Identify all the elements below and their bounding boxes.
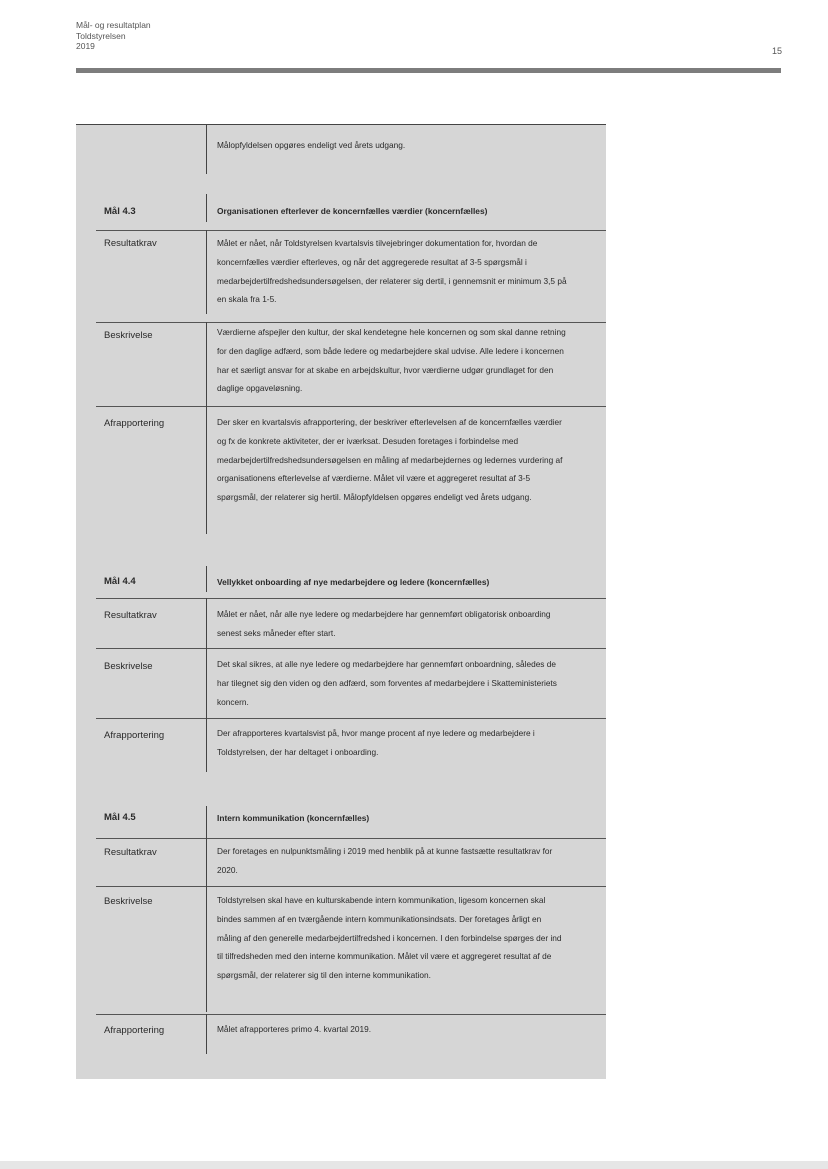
column-divider bbox=[206, 230, 207, 314]
row-rule bbox=[96, 886, 606, 887]
column-divider bbox=[206, 718, 207, 772]
row-rule bbox=[96, 648, 606, 649]
goal-4-3-resultatkrav bbox=[76, 230, 606, 314]
row-rule bbox=[96, 598, 606, 599]
row-text: Målet afrapporteres primo 4. kvartal 2019. bbox=[217, 1024, 372, 1034]
intro-text: Målopfyldelsen opgøres endeligt ved årets udgang. bbox=[217, 140, 406, 150]
page-bottom-edge bbox=[0, 1161, 828, 1169]
header-agency: Toldstyrelsen bbox=[76, 30, 126, 41]
goal-4-5-resultatkrav bbox=[76, 838, 606, 886]
row-text: Værdierne afspejler den kultur, der skal kendetegne hele koncernen og som skal danne retning for den daglige adfærd, som både ledere og medarbejdere skal udvise. Alle ledere i koncernen har et særligt ansvar for at skabe en arbejdskultur, hvor værdierne udgør grundlaget for den daglige opgaveløsning. bbox=[217, 327, 566, 394]
row-label: Afrapportering bbox=[104, 730, 165, 741]
goal-title: Organisationen efterlever de koncernfælles værdier (koncernfælles) bbox=[217, 206, 488, 216]
row-text: Målet er nået, når alle nye ledere og medarbejdere har gennemført obligatorisk onboarding senest seks måneder efter start. bbox=[217, 609, 551, 638]
goal-4-3-beskrivelse bbox=[76, 322, 606, 406]
goal-4-5-beskrivelse bbox=[76, 886, 606, 1014]
row-text: Målet er nået, når Toldstyrelsen kvartalsvis tilvejebringer dokumentation for, hvordan de koncernfælles værdier efterleves, og når det aggregerede resultat af 3-5 spørgsmål i medarbejdertilfredshedsundersøgelsen, der relaterer sig dertil, i gennemsnit er minimum 3,5 på en skala fra 1-5. bbox=[217, 238, 567, 305]
row-text: Der sker en kvartalsvis afrapportering, der beskriver efterlevelsen af de koncernfælles værdier og fx de konkrete aktiviteter, der er iværksat. Desuden foretages i forbindelse med medarbejdertilfredshedsundersøgelsen en måling af medarbejdernes og ledernes vurdering af organisationens efterlevelse af værdierne. Målet vil være et aggregeret resultat af 3-5 spørgsmål, der relaterer sig hertil. Målopfyldelsen opgøres endeligt ved årets udgang. bbox=[217, 417, 563, 503]
goal-4-4-afrapportering bbox=[76, 718, 606, 772]
column-divider bbox=[206, 194, 207, 222]
row-text: Toldstyrelsen skal have en kulturskabende intern kommunikation, ligesom koncernen skal bindes sammen af en tværgående intern kommunikationsindsats. Der foretages årligt en måling af den generelle medarbejdertilfredshed i koncernen. I den forbindelse spørges der ind til tilfredsheden med den interne kommunikation. Målet vil være et aggregeret resultat af de spørgsmål, der relaterer sig til den interne kommunikation. bbox=[217, 895, 562, 981]
goal-4-5-afrapportering bbox=[76, 1014, 606, 1054]
row-label: Beskrivelse bbox=[104, 896, 153, 907]
header-divider bbox=[76, 68, 781, 73]
row-text: Der afrapporteres kvartalsvist på, hvor mange procent af nye ledere og medarbejdere i Toldstyrelsen, der har deltaget i onboarding. bbox=[217, 728, 535, 757]
goal-4-3-heading bbox=[76, 204, 606, 232]
row-label: Afrapportering bbox=[104, 1025, 165, 1036]
goal-4-4-heading bbox=[76, 570, 606, 600]
row-label: Afrapportering bbox=[104, 418, 165, 429]
goal-4-4-beskrivelse bbox=[76, 648, 606, 718]
row-label: Beskrivelse bbox=[104, 661, 153, 672]
row-label: Beskrivelse bbox=[104, 330, 153, 341]
table-top-rule bbox=[76, 124, 606, 125]
column-divider bbox=[206, 806, 207, 838]
row-rule bbox=[96, 718, 606, 719]
row-label: Resultatkrav bbox=[104, 610, 157, 621]
row-text: Det skal sikres, at alle nye ledere og medarbejdere har gennemført onboardning, således de har tilegnet sig den viden og den adfærd, som forventes af medarbejdere i Skatteministeriets koncern. bbox=[217, 659, 557, 707]
column-divider bbox=[206, 598, 207, 648]
goal-title: Intern kommunikation (koncernfælles) bbox=[217, 813, 370, 823]
goal-title: Vellykket onboarding af nye medarbejdere og ledere (koncernfælles) bbox=[217, 577, 490, 587]
row-rule bbox=[96, 406, 606, 407]
row-rule bbox=[96, 1014, 606, 1015]
row-rule bbox=[96, 230, 606, 231]
intro-row bbox=[76, 136, 606, 174]
row-label: Resultatkrav bbox=[104, 238, 157, 249]
goal-4-5-heading bbox=[76, 806, 606, 838]
column-divider bbox=[206, 124, 207, 174]
header-year: 2019 bbox=[76, 41, 95, 51]
column-divider bbox=[206, 838, 207, 886]
goal-id: Mål 4.4 bbox=[104, 576, 136, 587]
goal-4-4-resultatkrav bbox=[76, 598, 606, 648]
document-header bbox=[76, 20, 151, 52]
column-divider bbox=[206, 648, 207, 718]
row-rule bbox=[96, 838, 606, 839]
column-divider bbox=[206, 1014, 207, 1054]
row-text: Der foretages en nulpunktsmåling i 2019 med henblik på at kunne fastsætte resultatkrav for 2020. bbox=[217, 846, 553, 875]
goal-id: Mål 4.3 bbox=[104, 206, 136, 217]
row-label: Resultatkrav bbox=[104, 847, 157, 858]
page-number: 15 bbox=[771, 46, 782, 56]
column-divider bbox=[206, 406, 207, 534]
column-divider bbox=[206, 886, 207, 1012]
goal-id: Mål 4.5 bbox=[104, 812, 136, 823]
column-divider bbox=[206, 322, 207, 406]
column-divider bbox=[206, 566, 207, 592]
goal-4-3-afrapportering bbox=[76, 406, 606, 538]
header-plan-title: Mål- og resultatplan bbox=[76, 20, 151, 30]
goals-table bbox=[76, 124, 606, 1079]
